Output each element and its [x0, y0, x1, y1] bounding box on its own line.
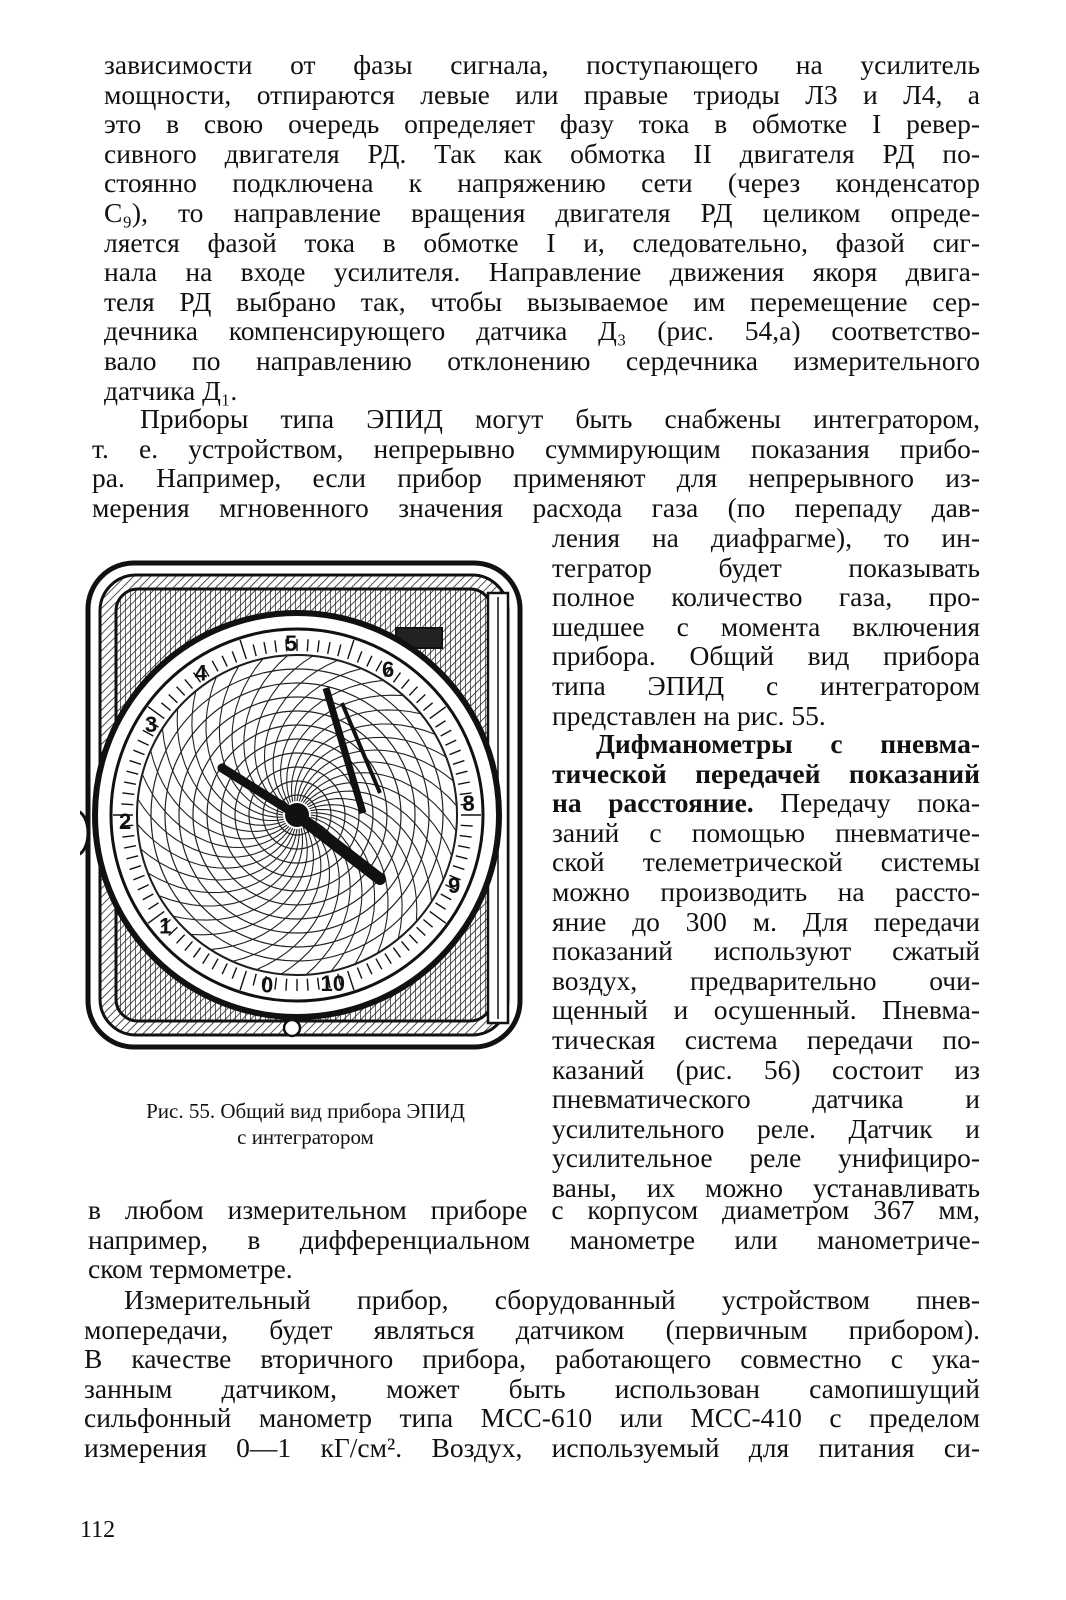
text-line: воздух, предварительно очи-	[552, 964, 980, 996]
dial-number: 5	[284, 631, 298, 657]
caption-line: Рис. 55. Общий вид прибора ЭПИД	[146, 1099, 465, 1123]
paragraph-4	[84, 1285, 980, 1463]
paragraph-2-column	[552, 523, 980, 730]
text-line: нала на входе усилителя. Направление движения якоря двига-	[104, 256, 980, 288]
dial-number: 0	[260, 972, 274, 998]
text-line: сивного двигателя РД. Так как обмотка II двигателя РД по-	[104, 137, 980, 169]
text-line: занным датчиком, может быть использован самопишущий	[84, 1372, 980, 1404]
text-line: мопередачи, будет являться датчиком (первичным прибором).	[84, 1313, 980, 1345]
dial-number: 6	[381, 657, 395, 683]
section-heading: на расстояние.	[552, 787, 754, 819]
caption-line: с интегратором	[237, 1125, 374, 1149]
dial-number: 3	[144, 711, 158, 737]
page-number: 112	[80, 1517, 116, 1543]
text-line: C₉), то направление вращения двигателя РД целиком опреде-	[104, 196, 980, 228]
text-line: сильфонный манометр типа МСС-610 или МСС-410 с пределом	[84, 1402, 980, 1434]
text-fragment: Передачу пока-	[753, 787, 980, 819]
text-line: теля РД выбрано так, чтобы вызываемое им перемещение сер-	[104, 285, 980, 317]
dial-tick	[461, 825, 473, 826]
figure-epid-instrument	[80, 553, 530, 1053]
bottom-screw	[284, 1020, 300, 1036]
text-line: зависимости от фазы сигнала, поступающего на усилитель	[104, 49, 980, 80]
text-line: стоянно подключена к напряжению сети (через конденсатор	[104, 167, 980, 199]
text-line: тическая система передачи по-	[552, 1023, 980, 1055]
dial-number: 9	[447, 873, 461, 898]
center-hub	[285, 803, 309, 827]
text-line: мерения мгновенного значения расхода газа (по перепаду дав-	[92, 491, 980, 523]
text-line: например, в дифференциальном манометре или манометриче-	[88, 1223, 980, 1255]
instrument-illustration	[80, 553, 530, 1053]
section-heading: тической передачей показаний	[552, 757, 980, 789]
text-line: ра. Например, если прибор применяют для непрерывного из-	[92, 462, 980, 494]
text-line: усилительное реле унифициро-	[552, 1142, 980, 1174]
text-line: ской телеметрической системы	[552, 846, 980, 878]
text-line: пневматического датчика и	[552, 1083, 980, 1115]
text-line: усилительного реле. Датчик и	[552, 1112, 980, 1144]
dial-tick	[121, 804, 133, 805]
text-line: Приборы типа ЭПИД могут быть снабжены интегратором,	[140, 403, 980, 434]
dial-tick	[307, 639, 308, 651]
text-line: полное количество газа, про-	[552, 581, 980, 613]
text-line: тегратор будет показывать	[552, 551, 980, 583]
text-line: можно производить на рассто-	[552, 875, 980, 907]
text-line: щенный и осушенный. Пневма-	[552, 994, 980, 1026]
text-line: дечника компенсирующего датчика Д₃ (рис. 54,а) соответство-	[104, 315, 980, 347]
text-line: ляется фазой тока в обмотке I и, следовательно, фазой сиг-	[104, 226, 980, 258]
text-line: шедшее с момента включения	[552, 610, 980, 642]
text-line: ском термометре.	[88, 1253, 293, 1285]
section-heading: Дифманометры с пневма-	[596, 728, 980, 759]
text-line: типа ЭПИД с интегратором	[552, 669, 980, 701]
text-line: яние до 300 м. Для передачи	[552, 905, 980, 937]
text-line: мощности, отпираются левые или правые триоды Л3 и Л4, а	[104, 78, 980, 110]
text-line: это в свою очередь определяет фазу тока в обмотке I ревер-	[104, 108, 980, 140]
text-line: т. е. устройством, непрерывно суммирующим показания прибо-	[92, 432, 980, 464]
dial-number: 2	[118, 809, 132, 834]
dial-number: 8	[462, 791, 475, 816]
text-line: показаний используют сжатый	[552, 935, 980, 967]
text-line: Измерительный прибор, сборудованный устройством пнев-	[124, 1284, 980, 1315]
dial-tick	[307, 979, 308, 991]
text-line: ваны, их можно устанавливать	[552, 1171, 980, 1203]
dial-tick	[286, 979, 287, 991]
text-line	[552, 788, 980, 818]
paragraph-2	[92, 404, 980, 522]
paragraph-1	[104, 50, 980, 405]
text-line: представлен на рис. 55.	[552, 699, 826, 731]
paragraph-3-continuation	[88, 1195, 980, 1284]
text-line: казаний (рис. 56) состоит из	[552, 1053, 980, 1085]
dial-number: 1	[159, 913, 172, 939]
text-line: В качестве вторичного прибора, работающего совместно с ука-	[84, 1343, 980, 1375]
text-line: прибора. Общий вид прибора	[552, 640, 980, 672]
text-line: измерения 0—1 кГ/см². Воздух, используемый для питания си-	[84, 1431, 980, 1463]
text-line: ления на диафрагме), то ин-	[552, 522, 980, 553]
text-line: вало по направлению отклонению сердечника измерительного	[104, 344, 980, 376]
text-line: датчика Д₁.	[104, 374, 238, 406]
dial-number: 4	[194, 660, 207, 686]
paragraph-3-column	[552, 729, 980, 1203]
dial-number: 10	[320, 971, 346, 997]
text-line: в любом измерительном приборе с корпусом диаметром 367 мм,	[88, 1194, 980, 1225]
text-line: заний с помощью пневматиче-	[552, 816, 980, 848]
figure-caption	[78, 1098, 533, 1150]
